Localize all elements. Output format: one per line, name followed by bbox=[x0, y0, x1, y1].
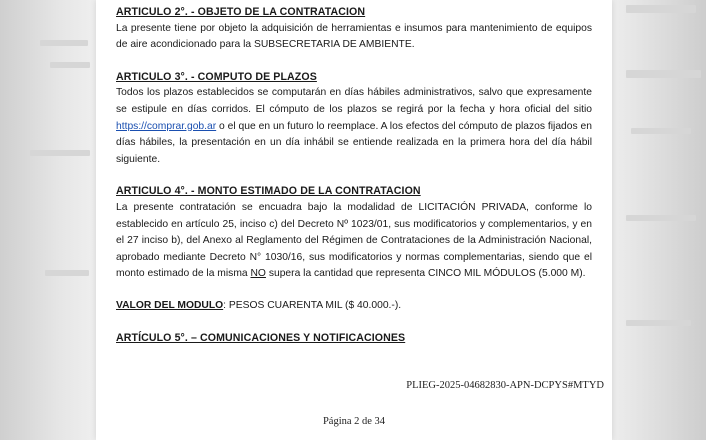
page-number: Página 2 de 34 bbox=[322, 416, 386, 427]
article-4-body bbox=[116, 200, 592, 283]
article-2-body: La presente tiene por objeto la adquisición de herramientas e insumos para mantenimiento de equipos de aire acondicionado para la SUBSECRETARIA DE AMBIENTE. bbox=[116, 22, 592, 51]
article-3-heading: ARTICULO 3°. - COMPUTO DE PLAZOS bbox=[116, 70, 317, 83]
article-4-text-a: La presente contratación se encuadra bajo la modalidad de LICITACIÓN PRIVADA, conforme lo establecido en artículo 25, inciso c) del Decreto Nº 1023/01, sus modificatorios y complementarios, y en el 27 inciso b), del Anexo al Reglamento del Régimen de Contrataciones de la Administración Nacional, aprobado mediante Decreto N° 1030/16, sus modificatorios y normas complementarias, siendo que el monto estimado de la misma bbox=[116, 201, 592, 280]
article-5-heading: ARTÍCULO 5°. – COMUNICACIONES Y NOTIFICACIONES bbox=[116, 331, 406, 344]
article-3-text-a: Todos los plazos establecidos se computarán en días hábiles administrativos, salvo que expresamente se estipule en días corridos. El cómputo de los plazos se regirá por la fecha y hora oficial del sitio bbox=[116, 87, 592, 115]
comprar-link[interactable]: https://comprar.gob.ar bbox=[116, 120, 217, 132]
modulo-value: : PESOS CUARENTA MIL ($ 40.000.-). bbox=[223, 299, 402, 311]
article-3-body bbox=[116, 85, 592, 168]
article-4-heading: ARTICULO 4°. - MONTO ESTIMADO DE LA CONTRATACION bbox=[116, 185, 421, 198]
background-left bbox=[0, 0, 100, 440]
article-4-text-b: supera la cantidad que representa CINCO MIL MÓDULOS (5.000 M). bbox=[265, 268, 586, 280]
modulo-line bbox=[116, 298, 592, 315]
background-right bbox=[606, 0, 706, 440]
article-3-text-b: o el que en un futuro lo reemplace. A los efectos del cómputo de plazos fijados en días hábiles, la presentación en un día inhábil se entiende realizada en la primera hora del día hábil siguiente. bbox=[116, 120, 592, 165]
document-content bbox=[116, 4, 592, 346]
modulo-label: VALOR DEL MODULO bbox=[116, 299, 224, 311]
no-emphasis: NO bbox=[250, 268, 266, 280]
document-page bbox=[96, 0, 612, 440]
article-2-heading: ARTICULO 2°. - OBJETO DE LA CONTRATACION bbox=[116, 6, 366, 18]
document-code: PLIEG-2025-04682830-APN-DCPYS#MTYD bbox=[406, 380, 604, 391]
